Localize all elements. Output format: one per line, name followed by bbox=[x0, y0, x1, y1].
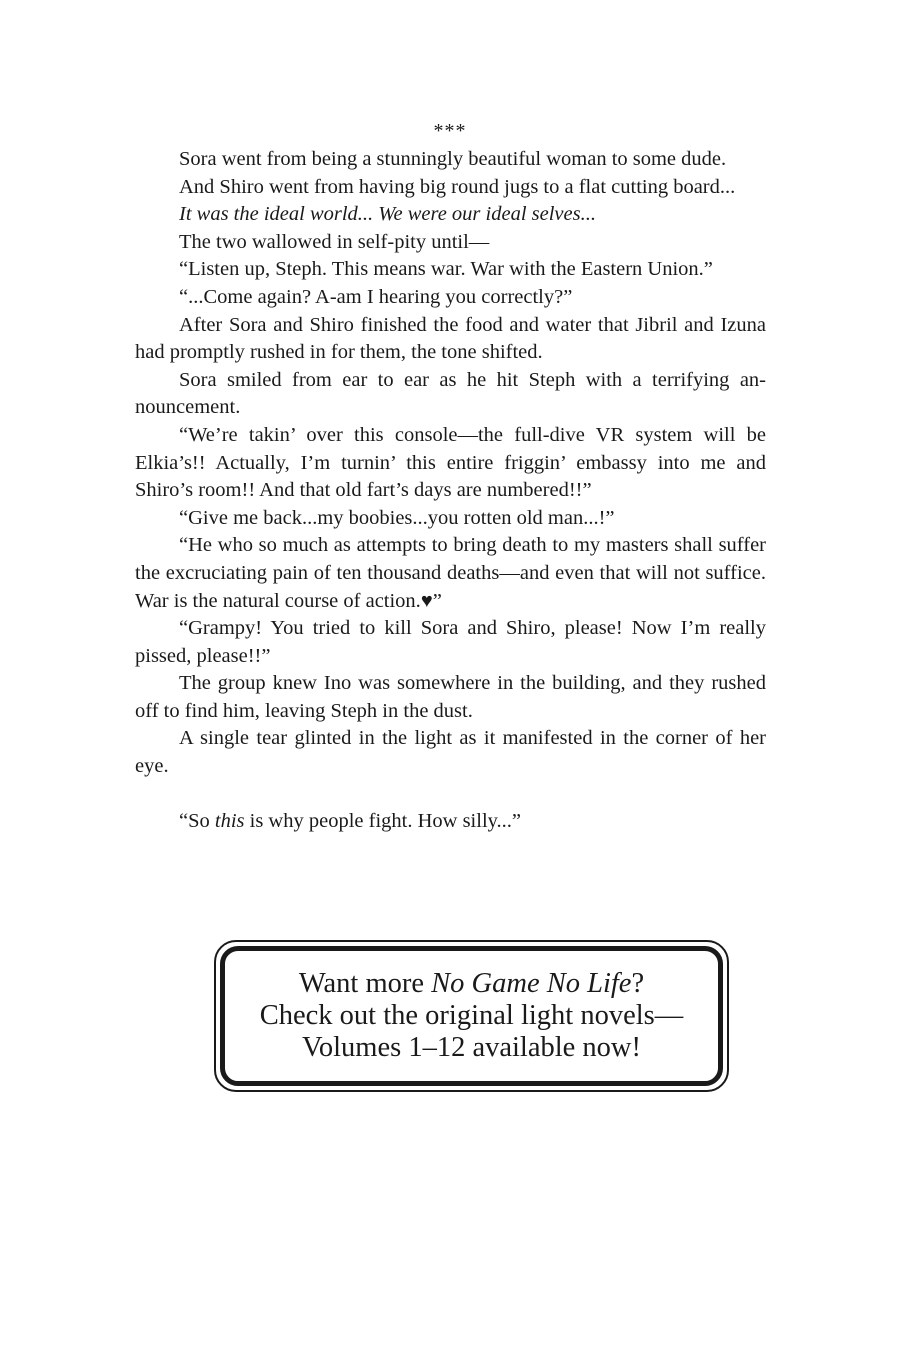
paragraph bbox=[135, 146, 766, 174]
story-text bbox=[135, 146, 766, 836]
paragraph bbox=[135, 505, 766, 533]
paragraph-text: The group knew Ino was somewhere in the building, and they rushed off to find him, leaving Steph in the dust. bbox=[135, 672, 766, 722]
paragraph-text: “We’re takin’ over this console—the full-dive VR system will be Elkia’s!! Actually, I’m turnin’ this entire friggin’ embassy into me and Shiro’s room!! And that old fart’s days are numbered!!” bbox=[135, 423, 766, 502]
paragraph bbox=[135, 725, 766, 780]
paragraph-text: After Sora and Shiro finished the food and water that Jibril and Izuna had promptly rushed in for them, the tone shifted. bbox=[135, 313, 766, 364]
paragraph bbox=[135, 201, 766, 229]
paragraph bbox=[135, 615, 766, 670]
paragraph bbox=[135, 422, 766, 505]
paragraph-text: “Give me back...my boobies...you rotten old man...!” bbox=[179, 506, 615, 529]
promo-series-title: No Game No Life bbox=[431, 968, 632, 999]
promo-line-1-suffix: ? bbox=[631, 968, 645, 999]
paragraph-text: A single tear glinted in the light as it manifested in the corner of her eye. bbox=[135, 727, 766, 778]
paragraph bbox=[135, 174, 766, 202]
paragraph bbox=[135, 532, 766, 615]
paragraph-text: The two wallowed in self-pity until— bbox=[179, 230, 490, 253]
paragraph-text: ” bbox=[432, 589, 442, 612]
paragraph bbox=[135, 229, 766, 257]
heart-icon: ♥ bbox=[420, 589, 433, 612]
italic-text: It was the ideal world... We were our ideal selves... bbox=[179, 203, 596, 226]
paragraph bbox=[135, 808, 766, 836]
paragraph-text: “Grampy! You tried to kill Sora and Shiro, please! Now I’m really pissed, please!!” bbox=[135, 617, 766, 667]
paragraph-text: Sora went from being a stunningly beautiful woman to some dude. bbox=[179, 148, 727, 170]
promo-box bbox=[214, 940, 729, 1092]
paragraph-text: “So bbox=[179, 810, 215, 833]
paragraph bbox=[135, 670, 766, 725]
paragraph-text: “Listen up, Steph. This means war. War with the Eastern Union.” bbox=[179, 258, 713, 281]
promo-line-3: Volumes 1–12 available now! bbox=[301, 1032, 642, 1063]
scene-break: *** bbox=[433, 120, 467, 142]
paragraph bbox=[135, 256, 766, 284]
paragraph-text: Sora smiled from ear to ear as he hit Steph with a terrifying announcement. bbox=[135, 368, 766, 419]
paragraph bbox=[135, 284, 766, 312]
promo-line-1 bbox=[299, 968, 644, 1000]
paragraph bbox=[135, 312, 766, 367]
paragraph-text: “...Come again? A-am I hearing you correctly?” bbox=[179, 285, 573, 308]
promo-line-2: Check out the original light novels— bbox=[259, 1000, 684, 1031]
paragraph-text: is why people fight. How silly...” bbox=[244, 810, 522, 833]
promo-box-inner bbox=[220, 946, 723, 1086]
italic-text: this bbox=[214, 810, 245, 833]
paragraph bbox=[135, 367, 766, 422]
paragraph-text: And Shiro went from having big round jugs to a flat cutting board... bbox=[179, 175, 736, 198]
promo-line-1-prefix: Want more bbox=[298, 968, 432, 999]
paragraph-text: “He who so much as attempts to bring death to my masters shall suffer the excruciating pain of ten thousand deaths—and even that will not suffice. War is the natural course of action. bbox=[135, 534, 766, 612]
